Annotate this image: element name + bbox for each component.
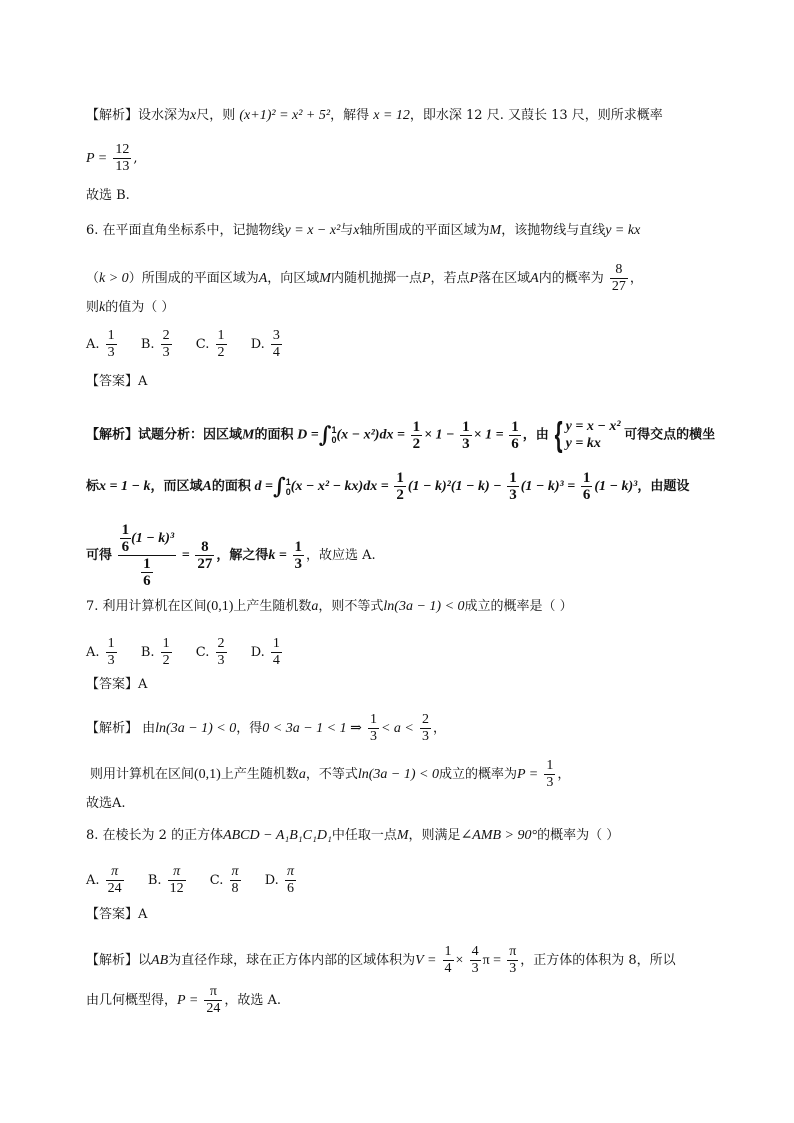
q8-solution-line2: 由几何概型得，P = $\frac{\pi}{24}$ ，故选 A. [86,984,282,1016]
q6-solution-line1: 【解析】试题分析：因区域M的面积 D =∫1 0(x − x²)dx = $\frac{1}{2}$ × 1 − $\frac{1}{3}$ × 1 = $\frac{1}{6}$ ，由 { y = x − x² y = kx 可得交点的横坐 [86,416,716,454]
q7-answer: 【答案】A [86,677,148,692]
q7-option-c: C. $\frac{2}{3}$ [195,636,225,668]
q7-conclusion: 故选A. [86,796,126,811]
q7-option-a: A. $\frac{1}{3}$ [86,636,115,668]
q6-solution-line3: 可得 $\frac{1}{6}$ (1 − k)³ $\frac{1}{6}$ = $\frac{8}{27}$ ，解之得k = $\frac{1}{3}$ ，故应选 A. [86,522,376,589]
q7-solution-line2: 则用计算机在区间(0,1)上产生随机数a，不等式ln(3a − 1) < 0成立的概率为P = $\frac{1}{3}$ ， [90,758,571,790]
q8-question-line1: 8. 在棱长为 2 的正方体ABCD − A₁B₁C₁D₁中任取一点M，则满足∠AMB > 90°的概率为（ ） [86,828,620,843]
q8-option-c: C. $\frac{\pi}{8}$ [209,864,239,896]
q8-option-d: D. $\frac{\pi}{6}$ [264,864,294,896]
q8-options [86,864,316,897]
q8-answer: 【答案】A [86,907,148,922]
q6-options [86,328,302,361]
q6-question-line1: 6. 在平面直角坐标系中，记抛物线y = x − x²与x轴所围成的平面区域为M，该抛物线与直线y = kx [86,223,641,238]
q6-option-b: B. $\frac{2}{3}$ [140,328,170,360]
q6-solution-line2: 标x = 1 − k，而区域A的面积 d =∫1 0(x − x² − kx)dx = $\frac{1}{2}$ (1 − k)²(1 − k) − $\frac{1}{3}$ (1 − k)³ = $\frac{1}{6}$ (1 − k)³，由题设 [86,470,690,503]
q6-option-c: C. $\frac{1}{2}$ [195,328,225,360]
q5-conclusion: 故选 B. [86,188,130,203]
q7-question-line1: 7. 利用计算机在区间(0,1)上产生随机数a，则不等式ln(3a − 1) < 0成立的概率是（ ） [86,599,573,614]
q6-question-line2: （k > 0）所围成的平面区域为A，向区域M内随机抛掷一点P，若点P落在区域A内的概率为 $\frac{8}{27}$ ， [86,262,643,294]
q5-solution-line1: 【解析】设水深为x尺，则 (x+1)² = x² + 5²，解得 x = 12，即水深 12 尺. 又葭长 13 尺，则所求概率 [86,108,663,123]
q7-solution-line1: 【解析】 由ln(3a − 1) < 0，得0 < 3a − 1 < 1 ⇒ $\frac{1}{3}$ < a < $\frac{2}{3}$ ， [86,712,447,744]
q5-solution-x: x = 12 [373,108,410,123]
q6-option-d: D. $\frac{3}{4}$ [250,328,280,360]
q6-question-line3: 则k的值为（ ） [86,300,175,315]
q8-option-a: A. $\frac{\pi}{24}$ [86,864,122,896]
q8-solution-line1: 【解析】以AB为直径作球，球在正方体内部的区域体积为V = $\frac{1}{4}$ × $\frac{4}{3}$ π = $\frac{\pi}{3}$ ，正方体的体积为 8，所以 [86,944,676,976]
q7-option-b: B. $\frac{1}{2}$ [140,636,170,668]
q7-options [86,636,302,669]
q7-option-d: D. $\frac{1}{4}$ [250,636,280,668]
q5-probability: P = $\frac{12}{13}$ , [86,142,138,174]
q5-equation: (x+1)² = x² + 5² [239,108,331,123]
q6-answer: 【答案】A [86,374,148,389]
q6-option-a: A. $\frac{1}{3}$ [86,328,115,360]
q8-option-b: B. $\frac{\pi}{12}$ [147,864,184,896]
